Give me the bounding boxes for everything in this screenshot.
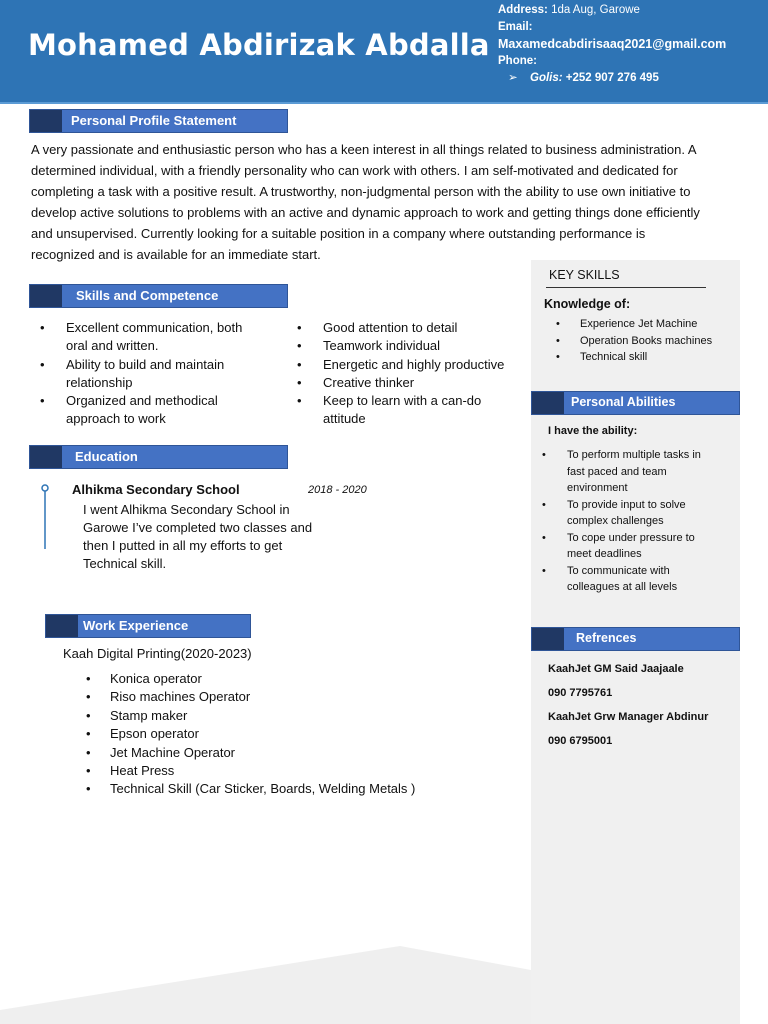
list-item: • Energetic and highly productive (297, 356, 505, 372)
profile-line: recognized and is available for an immediate start. (31, 247, 321, 262)
phone-label: Phone: (498, 55, 537, 67)
list-item: • Teamwork individual (297, 338, 441, 354)
profile-line: and unsupervised. Currently looking for a suitable position in a company where outstanding performance is (31, 226, 646, 241)
skills-right-list (297, 319, 527, 429)
profile-line: develop active solutions to problems with an active and dynamic approach to work and getting things done efficiently (31, 205, 700, 220)
list-item: • Organized and methodical approach to work (40, 393, 218, 427)
abilities-intro: I have the ability: (548, 425, 638, 437)
list-item: • Good attention to detail (297, 320, 458, 335)
abilities-title: Personal Abilities (571, 395, 676, 409)
list-item: • Experience Jet Machine (556, 318, 698, 330)
list-item: • To perform multiple tasks in fast paced and team environment (542, 449, 701, 494)
profile-text (31, 139, 751, 265)
skills-left-list (40, 319, 290, 429)
email-label: Email: (498, 21, 533, 33)
list-item: • To provide input to solve complex challenges (542, 498, 686, 527)
footer-decoration (0, 940, 768, 1024)
abilities-section-header (531, 391, 740, 415)
address-label: Address: (498, 4, 548, 16)
list-item: • Riso machines Operator (86, 689, 251, 705)
profile-line: determined individual, with a friendly personality who can work with others. I am self-motivated and dedicated for (31, 163, 678, 178)
list-item: • Technical Skill (Car Sticker, Boards, Welding Metals ) (86, 781, 416, 797)
education-description: I went Alhikma Secondary School in Garowe I’ve completed two classes and then I putted in all my efforts to get Technical skill. (83, 502, 313, 571)
education-title: Education (75, 449, 138, 464)
list-item: • Jet Machine Operator (86, 744, 236, 760)
reference-2-name: KaahJet Grw Manager Abdinur (548, 711, 709, 723)
list-item: • Stamp maker (86, 707, 188, 723)
list-item: • Creative thinker (297, 374, 415, 390)
key-skills-divider (546, 287, 706, 288)
list-item: • Konica operator (86, 671, 202, 686)
school-name: Alhikma Secondary School (72, 482, 240, 497)
phone-line (498, 70, 726, 87)
profile-title: Personal Profile Statement (71, 113, 237, 128)
reference-1-name: KaahJet GM Said Jaajaale (548, 663, 684, 675)
work-company: Kaah Digital Printing(2020-2023) (63, 646, 252, 661)
arrow-bullet-icon: ➢ (508, 72, 518, 84)
list-item: • Technical skill (556, 351, 648, 363)
references-section-header (531, 627, 740, 651)
reference-2-phone: 090 6795001 (548, 735, 613, 747)
key-skills-subtitle: Knowledge of: (544, 297, 631, 311)
key-skills-title: KEY SKILLS (549, 268, 620, 282)
list-item: • Ability to build and maintain relationship (40, 356, 225, 390)
profile-line: A very passionate and enthusiastic person who has a keen interest in all things related to business administration. A (31, 142, 697, 157)
reference-1-phone: 090 7795761 (548, 687, 613, 699)
key-skills-list (556, 316, 712, 366)
list-item: • Keep to learn with a can-do attitude (297, 393, 482, 427)
timeline-icon (38, 483, 52, 551)
list-item: • Operation Books machines (556, 334, 713, 347)
phone-value[interactable]: +252 907 276 495 (565, 72, 659, 84)
sidebar-edge (740, 260, 748, 1024)
skills-title: Skills and Competence (76, 288, 219, 303)
phone-carrier: Golis: (530, 72, 563, 84)
work-title: Work Experience (83, 618, 189, 633)
address-value: 1da Aug, Garowe (551, 4, 640, 16)
list-item: • Excellent communication, both oral and written. (40, 320, 243, 354)
profile-section-header (29, 109, 288, 133)
school-years: 2018 - 2020 (308, 484, 367, 496)
abilities-list (542, 447, 701, 596)
contact-block (498, 2, 726, 87)
work-section-header (45, 614, 251, 638)
references-title: Refrences (576, 631, 637, 645)
skills-section-header (29, 284, 288, 308)
email-value[interactable]: Maxamedcabdirisaaq2021@gmail.com (498, 37, 727, 51)
candidate-name: Mohamed Abdirizak Abdalla (28, 28, 490, 62)
education-section-header (29, 445, 288, 469)
work-items-list (86, 670, 415, 799)
list-item: • To communicate with colleagues at all levels (542, 564, 678, 593)
profile-line: completing a task with a positive result. A trustworthy, non-judgmental person with the ability to use own initiative to (31, 184, 691, 199)
list-item: • Epson operator (86, 726, 199, 742)
list-item: • To cope under pressure to meet deadlines (542, 531, 695, 560)
list-item: • Heat Press (86, 763, 175, 779)
